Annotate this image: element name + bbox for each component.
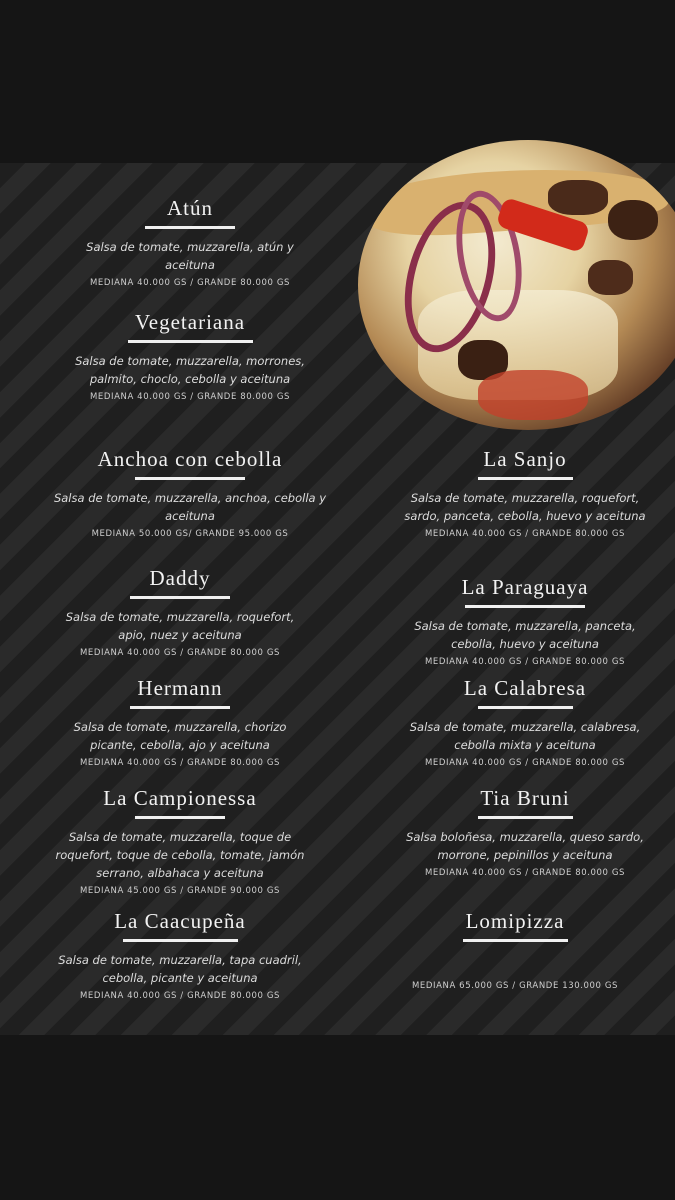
item-description: Salsa de tomate, muzzarella, roquefort, sardo, panceta, cebolla, huevo y aceituna [404, 491, 646, 523]
menu-item-daddy [20, 565, 340, 658]
item-underline [465, 605, 585, 608]
item-price: MEDIANA 40.000 GS / GRANDE 80.000 GS [424, 758, 626, 768]
menu-item-tia-bruni [375, 785, 675, 878]
item-price: MEDIANA 40.000 GS / GRANDE 80.000 GS [79, 648, 281, 658]
item-name: Daddy [149, 566, 211, 590]
item-price: MEDIANA 40.000 GS / GRANDE 80.000 GS [89, 278, 291, 288]
item-description [365, 951, 665, 977]
item-underline [478, 706, 573, 709]
item-underline [123, 939, 238, 942]
item-price: MEDIANA 40.000 GS / GRANDE 80.000 GS [89, 392, 291, 402]
item-price: MEDIANA 40.000 GS / GRANDE 80.000 GS [424, 657, 626, 667]
item-name: La Campionessa [103, 786, 257, 810]
menu-item-la-calabresa [375, 675, 675, 768]
item-name: Hermann [137, 676, 223, 700]
item-description: Salsa de tomate, muzzarella, atún y aceituna [86, 240, 294, 272]
menu-item-anchoa-con-cebolla [30, 446, 350, 539]
item-name: La Calabresa [463, 676, 587, 700]
item-underline [130, 596, 230, 599]
item-description: Salsa de tomate, muzzarella, anchoa, cebolla y aceituna [53, 491, 327, 523]
menu-item-vegetariana [30, 309, 350, 402]
item-price: MEDIANA 45.000 GS / GRANDE 90.000 GS [79, 886, 281, 896]
item-name: Tia Bruni [480, 786, 570, 810]
menu-item-la-campionessa [20, 785, 340, 896]
item-description: Salsa de tomate, muzzarella, chorizo picante, cebolla, ajo y aceituna [73, 720, 287, 752]
item-price: MEDIANA 40.000 GS / GRANDE 80.000 GS [424, 529, 626, 539]
item-name: Anchoa con cebolla [97, 447, 283, 471]
item-description: Salsa de tomate, muzzarella, toque de roquefort, toque de cebolla, tomate, jamón serrano, albahaca y aceituna [55, 830, 305, 880]
menu-item-la-caacupena [20, 908, 340, 1001]
item-price: MEDIANA 40.000 GS / GRANDE 80.000 GS [424, 868, 626, 878]
item-name: Atún [167, 196, 213, 220]
item-underline [478, 477, 573, 480]
item-description: Salsa de tomate, muzzarella, panceta, cebolla, huevo y aceituna [414, 619, 636, 651]
item-underline [145, 226, 235, 229]
item-name: La Paraguaya [461, 575, 589, 599]
item-description: Salsa de tomate, muzzarella, tapa cuadril, cebolla, picante y aceituna [58, 953, 302, 985]
menu-item-atun [30, 195, 350, 288]
item-name: La Caacupeña [114, 909, 246, 933]
item-price: MEDIANA 40.000 GS / GRANDE 80.000 GS [79, 991, 281, 1001]
item-price: MEDIANA 50.000 GS/ GRANDE 95.000 GS [91, 529, 289, 539]
item-underline [128, 340, 253, 343]
item-underline [135, 816, 225, 819]
item-underline [135, 477, 245, 480]
item-name: La Sanjo [483, 447, 567, 471]
item-description: Salsa boloñesa, muzzarella, queso sardo, morrone, pepinillos y aceituna [406, 830, 644, 862]
item-description: Salsa de tomate, muzzarella, morrones, palmito, choclo, cebolla y aceituna [75, 354, 305, 386]
item-name: Lomipizza [465, 909, 565, 933]
item-description: Salsa de tomate, muzzarella, calabresa, cebolla mixta y aceituna [409, 720, 641, 752]
item-description: Salsa de tomate, muzzarella, roquefort, apio, nuez y aceituna [65, 610, 295, 642]
menu-item-lomipizza [365, 908, 665, 991]
item-price: MEDIANA 40.000 GS / GRANDE 80.000 GS [79, 758, 281, 768]
item-name: Vegetariana [134, 310, 246, 334]
item-underline [478, 816, 573, 819]
menu-item-la-sanjo [375, 446, 675, 539]
menu-item-hermann [20, 675, 340, 768]
menu-item-la-paraguaya [375, 574, 675, 667]
item-underline [130, 706, 230, 709]
item-price: MEDIANA 65.000 GS / GRANDE 130.000 GS [411, 981, 619, 991]
item-underline [463, 939, 568, 942]
